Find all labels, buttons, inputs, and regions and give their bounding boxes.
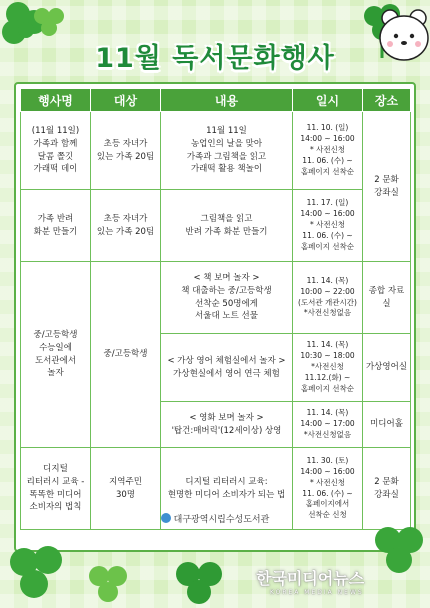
- event-date: 11. 17. (일) 14:00 ~ 16:00 * 사전신청 11. 06. (수) ~ 홈페이지 선착순: [293, 190, 363, 262]
- event-target: 초등 자녀가 있는 가족 20팀: [91, 190, 161, 262]
- clover-icon: [170, 556, 230, 608]
- event-place: 2 문화 강좌실: [363, 448, 411, 530]
- table-row: [21, 112, 411, 190]
- header-date: 일시: [293, 89, 363, 112]
- header-event: 행사명: [21, 89, 91, 112]
- event-target: 지역주민 30명: [91, 448, 161, 530]
- event-date: 11. 30. (토) 14:00 ~ 16:00 * 사전신청 11. 06. (수) ~ 홈페이지에서 선착순 신청: [293, 448, 363, 530]
- event-place: 종합 자료실: [363, 262, 411, 334]
- event-name: 가족 반려 화분 만들기: [21, 190, 91, 262]
- page-title: 11월 독서문화행사: [95, 43, 335, 74]
- event-place: 가상영어실: [363, 334, 411, 402]
- library-name: 대구광역시립수성도서관: [173, 515, 270, 525]
- table-row: [21, 262, 411, 334]
- header-place: 장소: [363, 89, 411, 112]
- event-content: < 영화 보며 놀자 > '탑건:매버릭'(12세이상) 상영: [161, 402, 293, 448]
- event-date: 11. 14. (목) 10:00 ~ 22:00 (도서관 개관시간) *사전신청없음: [293, 262, 363, 334]
- library-footer: [0, 512, 430, 525]
- event-date: 11. 14. (목) 14:00 ~ 17:00 *사전신청없음: [293, 402, 363, 448]
- event-name: (11월 11일) 가족과 함께 달콤 쫄깃 가래떡 데이: [21, 112, 91, 190]
- clover-icon: [84, 560, 134, 608]
- event-content: 그림책을 읽고 반려 가족 화분 만들기: [161, 190, 293, 262]
- event-table-panel: [14, 82, 416, 552]
- table-row: [21, 190, 411, 262]
- event-date: 11. 14. (목) 10:30 ~ 18:00 *사전신청 11.12.(화) ~ 홈페이지 선착순: [293, 334, 363, 402]
- event-name: 중/고등학생 수능일에 도서관에서 놀자: [21, 262, 91, 448]
- clover-icon: [370, 520, 430, 590]
- table-header-row: [21, 89, 411, 112]
- event-target: 초등 자녀가 있는 가족 20팀: [91, 112, 161, 190]
- header-target: 대상: [91, 89, 161, 112]
- event-table: [20, 88, 411, 530]
- header-content: 내용: [161, 89, 293, 112]
- event-content: 디지털 리터러시 교육: 현명한 미디어 소비자가 되는 법: [161, 448, 293, 530]
- clover-icon: [4, 540, 74, 608]
- event-target: 중/고등학생: [91, 262, 161, 448]
- event-place: 2 문화 강좌실: [363, 112, 411, 262]
- event-place: 미디어홀: [363, 402, 411, 448]
- news-watermark: 한국미디어뉴스 KOREA MEDIA NEWS: [256, 569, 365, 596]
- event-content: < 가상 영어 체험실에서 놀자 > 가상현실에서 영어 연극 체험: [161, 334, 293, 402]
- event-date: 11. 10. (일) 14:00 ~ 16:00 * 사전신청 11. 06. (수) ~ 홈페이지 선착순: [293, 112, 363, 190]
- library-logo-icon: [161, 513, 171, 523]
- event-content: 11월 11일 농업인의 날을 맞아 가족과 그림책을 읽고 가래떡 활용 책놀이: [161, 112, 293, 190]
- event-content: < 책 보며 놀자 > 책 대출하는 중/고등학생 선착순 50명에게 서울대 노트 선물: [161, 262, 293, 334]
- event-name: 디지털 리터러시 교육 - 똑똑한 미디어 소비자의 법칙: [21, 448, 91, 530]
